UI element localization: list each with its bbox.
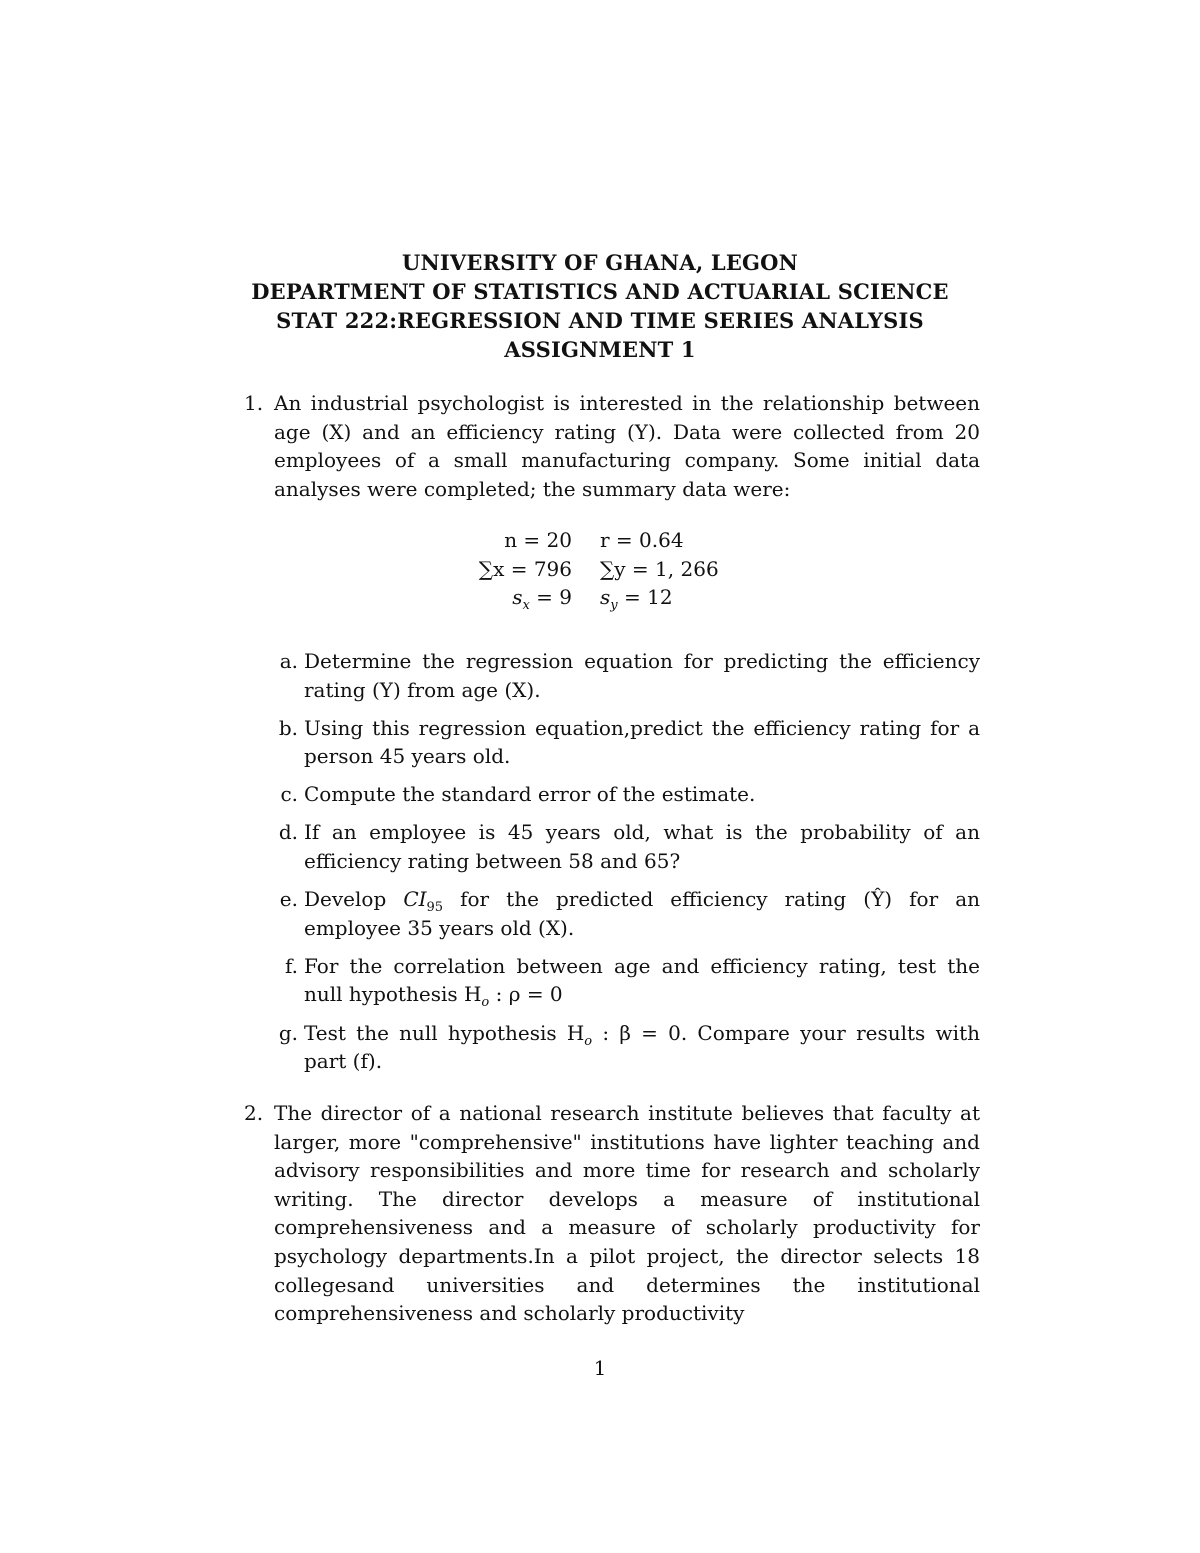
- course-title: STAT 222:REGRESSION AND TIME SERIES ANALYSIS: [276, 308, 924, 333]
- part-c: [270, 780, 980, 809]
- question-text: An industrial psychologist is interested in the relationship between age (X) and an efficiency rating (Y). Data were collected from 20 employees of a small manufacturing company. Some initial data analyses were completed; the summary data were:: [274, 391, 980, 501]
- question-number: 1.: [244, 391, 264, 415]
- part-g: [270, 1019, 980, 1076]
- stat-r: r = 0.64: [600, 528, 684, 552]
- summary-statistics: [420, 526, 780, 612]
- question-2: [244, 1099, 980, 1328]
- question-number: 2.: [244, 1101, 264, 1125]
- department-name: DEPARTMENT OF STATISTICS AND ACTUARIAL SCIENCE: [251, 279, 949, 304]
- part-e: [270, 885, 980, 942]
- part-label: d.: [278, 820, 298, 845]
- part-label: e.: [279, 887, 298, 912]
- stat-sx: $s_x = 9$: [512, 585, 572, 614]
- part-label: a.: [279, 649, 298, 673]
- part-text: Determine the regression equation for predicting the efficiency rating (Y) from age (X).: [304, 649, 980, 702]
- part-label: c.: [280, 782, 298, 807]
- part-label: g.: [278, 1020, 298, 1045]
- question-1: [244, 389, 980, 503]
- part-label: f.: [284, 953, 298, 978]
- page-number: 1: [593, 1356, 607, 1380]
- stat-sy: $s_y = 12$: [600, 585, 673, 614]
- question-text: The director of a national research institute believes that faculty at larger, more "comprehensive" institutions have lighter teaching and advisory responsibilities and more time for research and scholarly writing. The director develops a measure of institutional comprehensiveness and a measure of scholarly productivity for psychology departments.In a pilot project, the director selects 18 collegesand universities and determines the institutional comprehensiveness and scholarly productivity: [274, 1101, 980, 1326]
- part-text: If an employee is 45 years old, what is the probability of an efficiency rating between 58 and 65?: [304, 820, 980, 874]
- stat-sum-x: ∑x = 796: [478, 556, 572, 581]
- stat-n: n = 20: [504, 528, 572, 552]
- part-a: [270, 647, 980, 704]
- part-text: Compute the standard error of the estimate.: [304, 782, 756, 807]
- question-1-parts: [270, 647, 980, 1085]
- university-name: UNIVERSITY OF GHANA, LEGON: [401, 250, 799, 275]
- part-text: Test the null hypothesis $H_o$ : β = 0. Compare your results with part (f).: [304, 1020, 980, 1074]
- part-label: b.: [278, 715, 298, 740]
- document-header: [0, 248, 1200, 364]
- part-text: For the correlation between age and efficiency rating, test the null hypothesis $H_o$ : ρ = 0: [304, 953, 980, 1011]
- part-text: Develop $CI_{95}$ for the predicted efficiency rating (Ŷ) for an employee 35 years old (X).: [304, 887, 980, 940]
- part-text: Using this regression equation,predict the efficiency rating for a person 45 years old.: [304, 715, 980, 769]
- stat-sum-y: ∑y = 1, 266: [600, 556, 719, 581]
- assignment-title: ASSIGNMENT 1: [504, 337, 696, 362]
- part-f: [270, 952, 980, 1009]
- part-b: [270, 714, 980, 771]
- part-d: [270, 818, 980, 875]
